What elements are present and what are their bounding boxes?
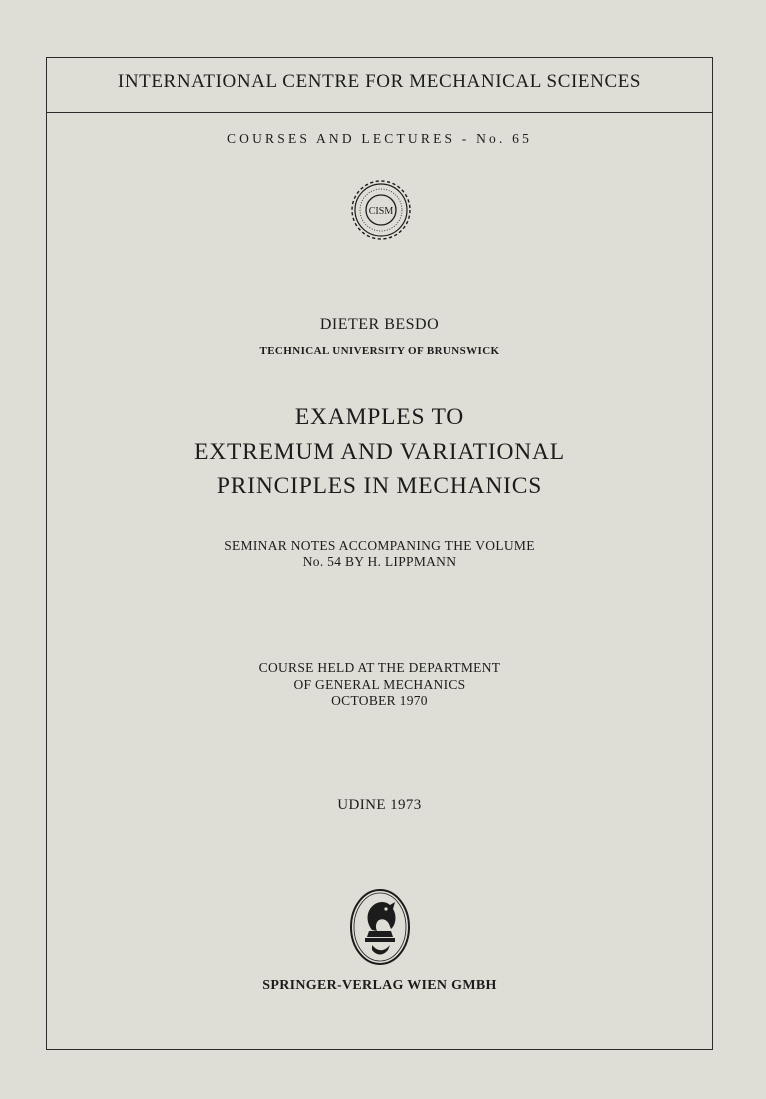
publisher-name: SPRINGER-VERLAG WIEN GMBH (262, 978, 497, 993)
cism-gear-seal-icon (348, 177, 414, 243)
author-name: DIETER BESDO (319, 316, 440, 333)
title-line-3: PRINCIPLES IN MECHANICS (216, 473, 543, 499)
subtitle-line-2: No. 54 BY H. LIPPMANN (302, 554, 457, 569)
course-line-1: COURSE HELD AT THE DEPARTMENT (258, 660, 501, 675)
title-line-1: EXAMPLES TO (294, 404, 465, 430)
title-line-2: EXTREMUM AND VARIATIONAL (194, 439, 565, 465)
author-affiliation: TECHNICAL UNIVERSITY OF BRUNSWICK (259, 345, 500, 357)
place-and-year: UDINE 1973 (337, 797, 422, 813)
header-divider (46, 112, 713, 113)
organization-name: INTERNATIONAL CENTRE FOR MECHANICAL SCIENCES (117, 71, 642, 92)
course-line-3: OCTOBER 1970 (331, 693, 428, 708)
cism-logo-text: CISM (368, 206, 394, 217)
course-line-2: OF GENERAL MECHANICS (293, 677, 466, 692)
springer-knight-horse-icon (348, 887, 412, 967)
subtitle-line-1: SEMINAR NOTES ACCOMPANING THE VOLUME (224, 538, 535, 553)
series-line: COURSES AND LECTURES - No. 65 (226, 131, 533, 146)
